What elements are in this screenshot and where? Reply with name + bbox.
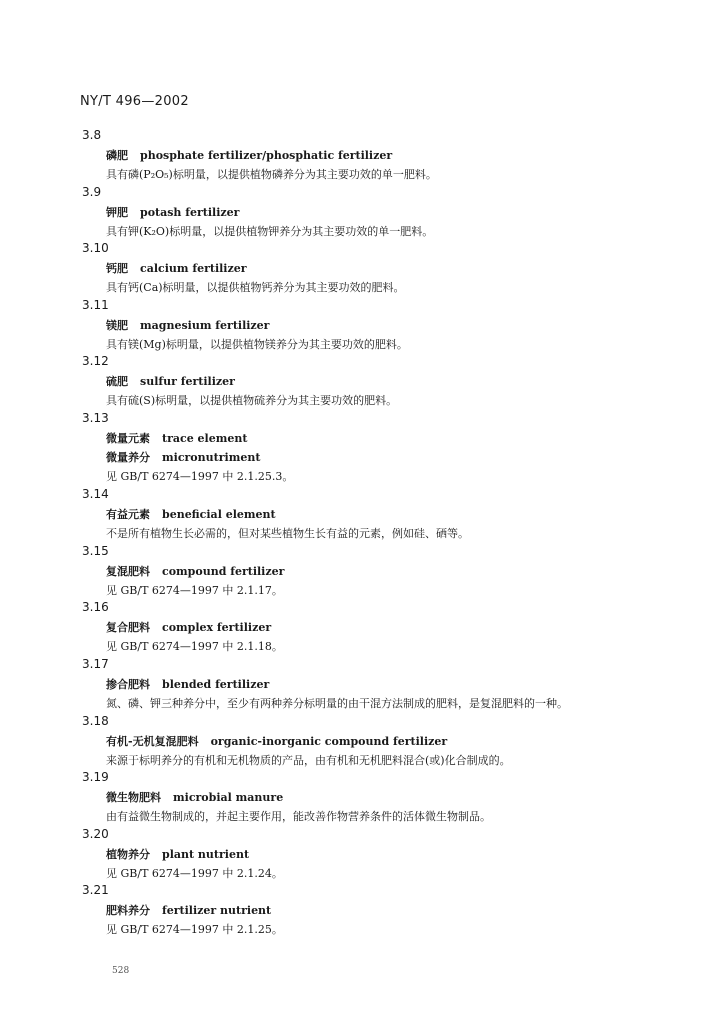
term-synonym-en: micronutriment [162,451,261,464]
term-definition: 见 GB/T 6274—1997 中 2.1.25.3。 [106,470,294,483]
term-definition: 氮、磷、钾三种养分中，至少有两种养分标明量的由干混方法制成的肥料，是复混肥料的一种。 [106,697,568,710]
term-zh: 复混肥料 [106,565,150,578]
term-heading [106,260,247,276]
clause-number: 3.10 [82,241,109,255]
term-zh: 植物养分 [106,848,150,861]
term-heading [106,733,447,749]
standard-code-header: NY/T 496—2002 [80,94,189,109]
term-definition: 不是所有植物生长必需的，但对某些植物生长有益的元素，例如硅、硒等。 [106,527,469,540]
term-en: compound fertilizer [162,565,285,578]
clause-number: 3.21 [82,883,109,897]
term-heading [106,619,271,635]
term-zh: 镁肥 [106,319,128,332]
term-en: microbial manure [173,791,284,804]
term-zh: 钾肥 [106,206,128,219]
clause-number: 3.12 [82,354,109,368]
term-zh: 复合肥料 [106,621,150,634]
term-zh: 掺合肥料 [106,678,150,691]
term-heading [106,373,235,389]
term-zh: 钙肥 [106,262,128,275]
clause-number: 3.11 [82,298,109,312]
term-definition: 具有镁(Mg)标明量，以提供植物镁养分为其主要功效的肥料。 [106,338,408,351]
term-definition: 具有钙(Ca)标明量，以提供植物钙养分为其主要功效的肥料。 [106,281,405,294]
clause-number: 3.9 [82,185,102,199]
term-synonym-heading [106,449,260,465]
term-definition: 见 GB/T 6274—1997 中 2.1.17。 [106,584,283,597]
term-heading [106,902,271,918]
term-zh: 有益元素 [106,508,150,521]
term-heading [106,506,276,522]
term-zh: 磷肥 [106,149,128,162]
term-definition: 具有钾(K₂O)标明量，以提供植物钾养分为其主要功效的单一肥料。 [106,225,434,238]
term-definition: 来源于标明养分的有机和无机物质的产品，由有机和无机肥料混合(或)化合制成的。 [106,754,511,767]
term-heading [106,430,247,446]
term-definition: 见 GB/T 6274—1997 中 2.1.18。 [106,640,283,653]
term-heading [106,846,249,862]
term-zh: 有机-无机复混肥料 [106,735,199,748]
term-en: plant nutrient [162,848,250,861]
term-heading [106,789,283,805]
term-en: calcium fertilizer [140,262,247,275]
term-en: phosphate fertilizer/phosphatic fertilizer [140,149,393,162]
term-zh: 微量元素 [106,432,150,445]
clause-number: 3.13 [82,411,109,425]
term-en: potash fertilizer [140,206,240,219]
term-zh: 微生物肥料 [106,791,161,804]
clause-number: 3.19 [82,770,109,784]
clause-number: 3.17 [82,657,109,671]
term-en: magnesium fertilizer [140,319,270,332]
term-definition: 具有硫(S)标明量，以提供植物硫养分为其主要功效的肥料。 [106,394,398,407]
term-definition: 具有磷(P₂O₅)标明量，以提供植物磷养分为其主要功效的单一肥料。 [106,168,437,181]
clause-number: 3.16 [82,600,109,614]
term-en: blended fertilizer [162,678,270,691]
term-en: organic-inorganic compound fertilizer [210,735,448,748]
term-heading [106,676,269,692]
page-number: 528 [112,966,130,976]
clause-number: 3.20 [82,827,109,841]
clause-number: 3.15 [82,544,109,558]
clause-number: 3.8 [82,128,102,142]
term-en: sulfur fertilizer [140,375,235,388]
term-en: fertilizer nutrient [162,904,272,917]
term-definition: 由有益微生物制成的，并起主要作用，能改善作物营养条件的活体微生物制品。 [106,810,491,823]
term-zh: 肥料养分 [106,904,150,917]
term-heading [106,204,239,220]
term-definition: 见 GB/T 6274—1997 中 2.1.25。 [106,923,283,936]
term-en: beneficial element [162,508,276,521]
term-zh: 硫肥 [106,375,128,388]
term-heading [106,563,284,579]
clause-number: 3.18 [82,714,109,728]
term-en: complex fertilizer [162,621,272,634]
clause-number: 3.14 [82,487,109,501]
term-definition: 见 GB/T 6274—1997 中 2.1.24。 [106,867,283,880]
term-en: trace element [162,432,248,445]
term-heading [106,317,269,333]
term-synonym-zh: 微量养分 [106,451,150,464]
term-heading [106,147,392,163]
